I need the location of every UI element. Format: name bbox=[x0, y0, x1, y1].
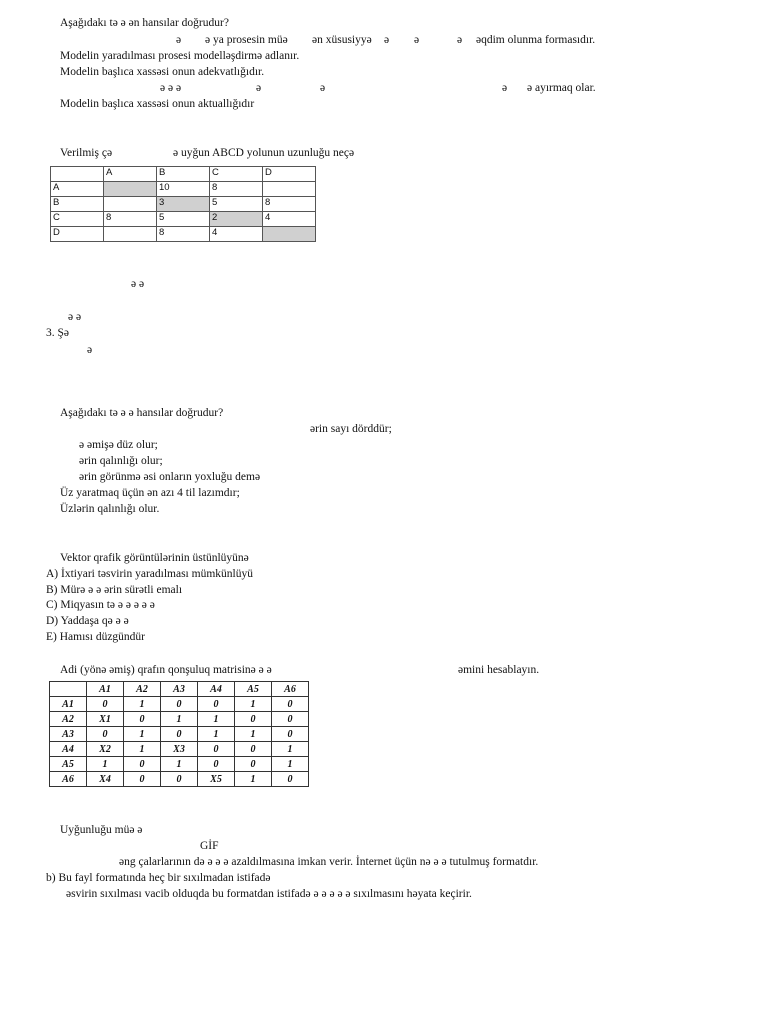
q1-line4-frag-c: ə bbox=[320, 82, 326, 94]
table-header-cell: A5 bbox=[235, 682, 272, 697]
q1-line4-frag-d: ə bbox=[502, 82, 508, 94]
table-cell: X3 bbox=[161, 742, 198, 757]
table-row bbox=[51, 212, 316, 227]
table-header-cell: A1 bbox=[87, 682, 124, 697]
table-cell bbox=[263, 182, 316, 197]
table-cell: X5 bbox=[198, 772, 235, 787]
q1-line2: Modelin yaradılması prosesi modelləşdirmə adlanır. bbox=[60, 50, 300, 62]
table-cell: D bbox=[51, 227, 104, 242]
table-row bbox=[50, 697, 309, 712]
q5-title-frag-a: Adi (yönə əmiş) qrafın qonşuluq matrisinə ə ə bbox=[60, 664, 272, 676]
q6-title: Uyğunluğu müə ə bbox=[60, 824, 143, 836]
table-cell: 4 bbox=[210, 227, 263, 242]
q3-title: Aşağıdakı tə ə ə hansılar doğrudur? bbox=[60, 407, 224, 419]
table-row bbox=[50, 757, 309, 772]
table-cell bbox=[51, 167, 104, 182]
q1-line4-frag-b: ə bbox=[256, 82, 262, 94]
q1-line4-frag-a: ə ə ə bbox=[160, 82, 182, 94]
q1-line1-frag-d: ə bbox=[384, 34, 390, 46]
table-cell: 5 bbox=[210, 197, 263, 212]
table-cell: 0 bbox=[198, 757, 235, 772]
table-cell: 1 bbox=[124, 742, 161, 757]
table-cell: 0 bbox=[198, 697, 235, 712]
table-row bbox=[50, 772, 309, 787]
q3-line1: ərin sayı dörddür; bbox=[310, 423, 392, 435]
table-row bbox=[50, 742, 309, 757]
adjacency-matrix bbox=[49, 681, 309, 787]
table-cell: 1 bbox=[124, 697, 161, 712]
q4-option-a: A) İxtiyari təsvirin yaradılması mümkünlüyü bbox=[46, 568, 253, 580]
q1-line1-frag-f: ə bbox=[457, 34, 463, 46]
table-cell: 8 bbox=[263, 197, 316, 212]
table-cell: 1 bbox=[235, 697, 272, 712]
q4-title: Vektor qrafik görüntülərinin üstünlüyünə bbox=[60, 552, 249, 564]
table-cell: 3 bbox=[157, 197, 210, 212]
table-cell bbox=[263, 227, 316, 242]
q6-line1: əng çalarlarının də ə ə ə azaldılmasına imkan verir. İnternet üçün nə ə ə tutulmuş formatdır. bbox=[119, 856, 539, 868]
table-cell: 5 bbox=[157, 212, 210, 227]
q3-line5: Üz yaratmaq üçün ən azı 4 til lazımdır; bbox=[60, 487, 240, 499]
table-cell: 1 bbox=[272, 742, 309, 757]
table-cell: A bbox=[51, 182, 104, 197]
q1-line3: Modelin başlıca xassəsi onun adekvatlığıdır. bbox=[60, 66, 265, 78]
q4-option-e: E) Hamısı düzgündür bbox=[46, 631, 146, 643]
table-cell: 0 bbox=[272, 772, 309, 787]
table-cell: 0 bbox=[161, 697, 198, 712]
table-row bbox=[50, 682, 309, 697]
table-cell: 1 bbox=[124, 727, 161, 742]
q3-line3: ərin qalınlığı olur; bbox=[79, 455, 163, 467]
table-row bbox=[51, 197, 316, 212]
q2-fragment-3: 3. Şə bbox=[46, 327, 69, 339]
table-row bbox=[51, 227, 316, 242]
q1-line1-frag-g: əqdim olunma formasıdır. bbox=[476, 34, 596, 46]
table-cell: C bbox=[51, 212, 104, 227]
table-cell: 0 bbox=[235, 757, 272, 772]
table-cell: 1 bbox=[198, 727, 235, 742]
table-cell: 8 bbox=[157, 227, 210, 242]
q4-option-b: B) Mürə ə ə ərin sürətli emalı bbox=[46, 584, 183, 596]
table-cell: C bbox=[210, 167, 263, 182]
table-cell: 0 bbox=[161, 772, 198, 787]
table-cell: X4 bbox=[87, 772, 124, 787]
q2-fragment-2: ə ə bbox=[68, 311, 82, 323]
table-cell: 1 bbox=[235, 772, 272, 787]
q1-line1-frag-e: ə bbox=[414, 34, 420, 46]
table-cell: 0 bbox=[161, 727, 198, 742]
table-header-cell: A4 bbox=[198, 682, 235, 697]
table-cell: A3 bbox=[50, 727, 87, 742]
q6-line3: əsvirin sıxılması vacib olduqda bu formatdan istifadə ə ə ə ə ə sıxılmasını həyata keçirir. bbox=[66, 888, 472, 900]
table-cell bbox=[104, 227, 157, 242]
table-cell: 0 bbox=[235, 712, 272, 727]
table-cell: 4 bbox=[263, 212, 316, 227]
table-cell: 0 bbox=[124, 772, 161, 787]
table-cell: 10 bbox=[157, 182, 210, 197]
q3-line4: ərin görünmə əsi onların yoxluğu demə bbox=[79, 471, 261, 483]
table-header-cell bbox=[50, 682, 87, 697]
table-row bbox=[50, 712, 309, 727]
q1-line5: Modelin başlıca xassəsi onun aktuallığıdır bbox=[60, 98, 255, 110]
table-header-cell: A2 bbox=[124, 682, 161, 697]
table-cell: A1 bbox=[50, 697, 87, 712]
table-cell: 1 bbox=[235, 727, 272, 742]
q4-option-d: D) Yaddaşa qə ə ə bbox=[46, 615, 129, 627]
table-row bbox=[51, 167, 316, 182]
table-cell: X1 bbox=[87, 712, 124, 727]
q1-line1-frag-b: ə ya prosesin müə bbox=[205, 34, 288, 46]
table-cell: B bbox=[51, 197, 104, 212]
table-cell: A bbox=[104, 167, 157, 182]
table-cell: 0 bbox=[272, 727, 309, 742]
table-cell bbox=[104, 182, 157, 197]
table-cell: X2 bbox=[87, 742, 124, 757]
table-cell: 1 bbox=[161, 712, 198, 727]
q1-line1-frag-a: ə bbox=[176, 34, 182, 46]
q3-line2: ə əmişə düz olur; bbox=[79, 439, 158, 451]
q2-title-frag-a: Verilmiş çə bbox=[60, 147, 113, 159]
q6-gif-label: GİF bbox=[200, 840, 219, 852]
table-cell: 1 bbox=[198, 712, 235, 727]
table-cell: 0 bbox=[124, 757, 161, 772]
table-cell: B bbox=[157, 167, 210, 182]
q2-fragment-1: ə ə bbox=[131, 278, 145, 290]
table-cell: A6 bbox=[50, 772, 87, 787]
table-cell: 0 bbox=[235, 742, 272, 757]
table-cell: 0 bbox=[124, 712, 161, 727]
q2-fragment-4: ə bbox=[87, 344, 93, 356]
table-cell: 1 bbox=[272, 757, 309, 772]
table-header-cell: A3 bbox=[161, 682, 198, 697]
table-cell: 0 bbox=[272, 697, 309, 712]
table-cell: 0 bbox=[198, 742, 235, 757]
table-cell: D bbox=[263, 167, 316, 182]
table-header-cell: A6 bbox=[272, 682, 309, 697]
table-cell: 8 bbox=[210, 182, 263, 197]
table-cell: 1 bbox=[161, 757, 198, 772]
table-cell: 8 bbox=[104, 212, 157, 227]
q1-line1-frag-c: ən xüsusiyyə bbox=[312, 34, 372, 46]
q1-title: Aşağıdakı tə ə ən hansılar doğrudur? bbox=[60, 17, 229, 29]
table-cell: 0 bbox=[87, 697, 124, 712]
table-cell: 0 bbox=[272, 712, 309, 727]
q4-option-c: C) Miqyasın tə ə ə ə ə ə bbox=[46, 599, 155, 611]
table-row bbox=[50, 727, 309, 742]
q1-line4-frag-e: ə ayırmaq olar. bbox=[527, 82, 596, 94]
table-cell: 1 bbox=[87, 757, 124, 772]
table-cell: 2 bbox=[210, 212, 263, 227]
table-cell: A2 bbox=[50, 712, 87, 727]
q5-title-frag-b: əmini hesablayın. bbox=[458, 664, 540, 676]
distance-table bbox=[50, 166, 316, 242]
q3-line6: Üzlərin qalınlığı olur. bbox=[60, 503, 160, 515]
table-cell: A5 bbox=[50, 757, 87, 772]
table-cell bbox=[104, 197, 157, 212]
q2-title-frag-b: ə uyğun ABCD yolunun uzunluğu neçə bbox=[173, 147, 355, 159]
table-cell: A4 bbox=[50, 742, 87, 757]
table-cell: 0 bbox=[87, 727, 124, 742]
table-row bbox=[51, 182, 316, 197]
q6-line2: b) Bu fayl formatında heç bir sıxılmadan istifadə bbox=[46, 872, 271, 884]
